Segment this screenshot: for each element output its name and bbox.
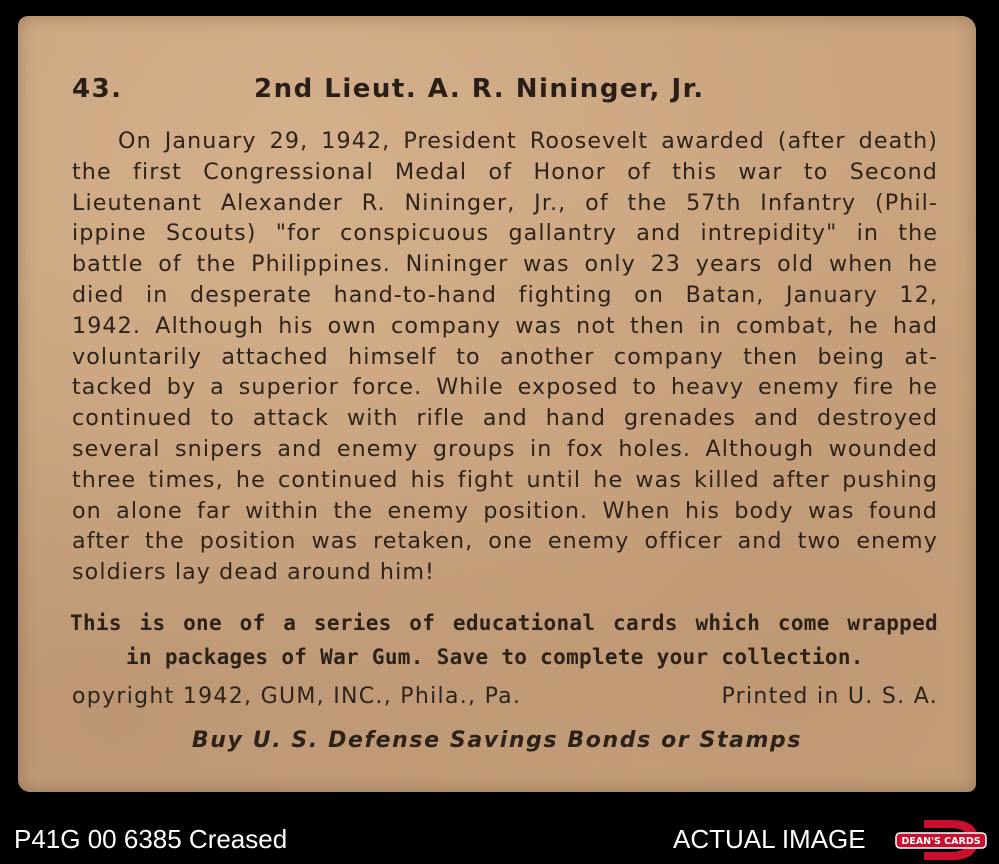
defense-bonds-slogan: Buy U. S. Defense Savings Bonds or Stamps <box>191 728 803 753</box>
card-header <box>72 74 936 114</box>
bio-line: ippine Scouts) "for conspicuous gallantry and intrepidity" in the <box>72 220 938 247</box>
copyright-row <box>72 684 938 716</box>
deans-cards-logo <box>894 818 988 862</box>
card-number: 43. <box>72 74 123 104</box>
card-title: 2nd Lieut. A. R. Nininger, Jr. <box>254 74 705 104</box>
bio-line: battle of the Philippines. Nininger was only 23 years old when he <box>72 251 938 278</box>
bio-line: after the position was retaken, one enemy officer and two enemy <box>72 528 938 555</box>
trading-card-back <box>18 16 976 792</box>
bio-line: continued to attack with rifle and hand grenades and destroyed <box>72 405 938 432</box>
bio-line: soldiers lay dead around him! <box>72 559 436 586</box>
copyright-text: opyright 1942, GUM, INC., Phila., Pa. <box>72 684 522 709</box>
series-note-line: in packages of War Gum. Save to complete your collection. <box>126 645 864 669</box>
bio-line: tacked by a superior force. While exposed to heavy enemy fire he <box>72 374 938 401</box>
bio-line: On January 29, 1942, President Roosevelt awarded (after death) <box>118 128 938 154</box>
bio-line: Lieutenant Alexander R. Nininger, Jr., of the 57th Infantry (Phil- <box>72 189 938 216</box>
series-note-line: This is one of a series of educational cards which come wrapped <box>70 611 938 635</box>
card-biography <box>72 126 938 588</box>
printed-in-text: Printed in U. S. A. <box>721 684 938 709</box>
bio-line: voluntarily attached himself to another company then being at- <box>72 343 938 370</box>
bio-line: died in desperate hand-to-hand fighting on Batan, January 12, <box>72 281 938 308</box>
logo-text: DEAN'S CARDS <box>901 836 981 847</box>
grade-caption: P41G 00 6385 Creased <box>14 824 288 854</box>
bio-line: several snipers and enemy groups in fox holes. Although wounded <box>72 435 938 462</box>
bio-line: the first Congressional Medal of Honor of this war to Second <box>72 158 938 185</box>
bio-line: three times, he continued his fight until he was killed after pushing <box>72 466 938 493</box>
bio-line: 1942. Although his own company was not then in combat, he had <box>72 312 938 339</box>
bio-line: on alone far within the enemy position. When his body was found <box>72 497 938 524</box>
series-note <box>70 606 938 674</box>
actual-image-label: ACTUAL IMAGE <box>673 824 866 854</box>
